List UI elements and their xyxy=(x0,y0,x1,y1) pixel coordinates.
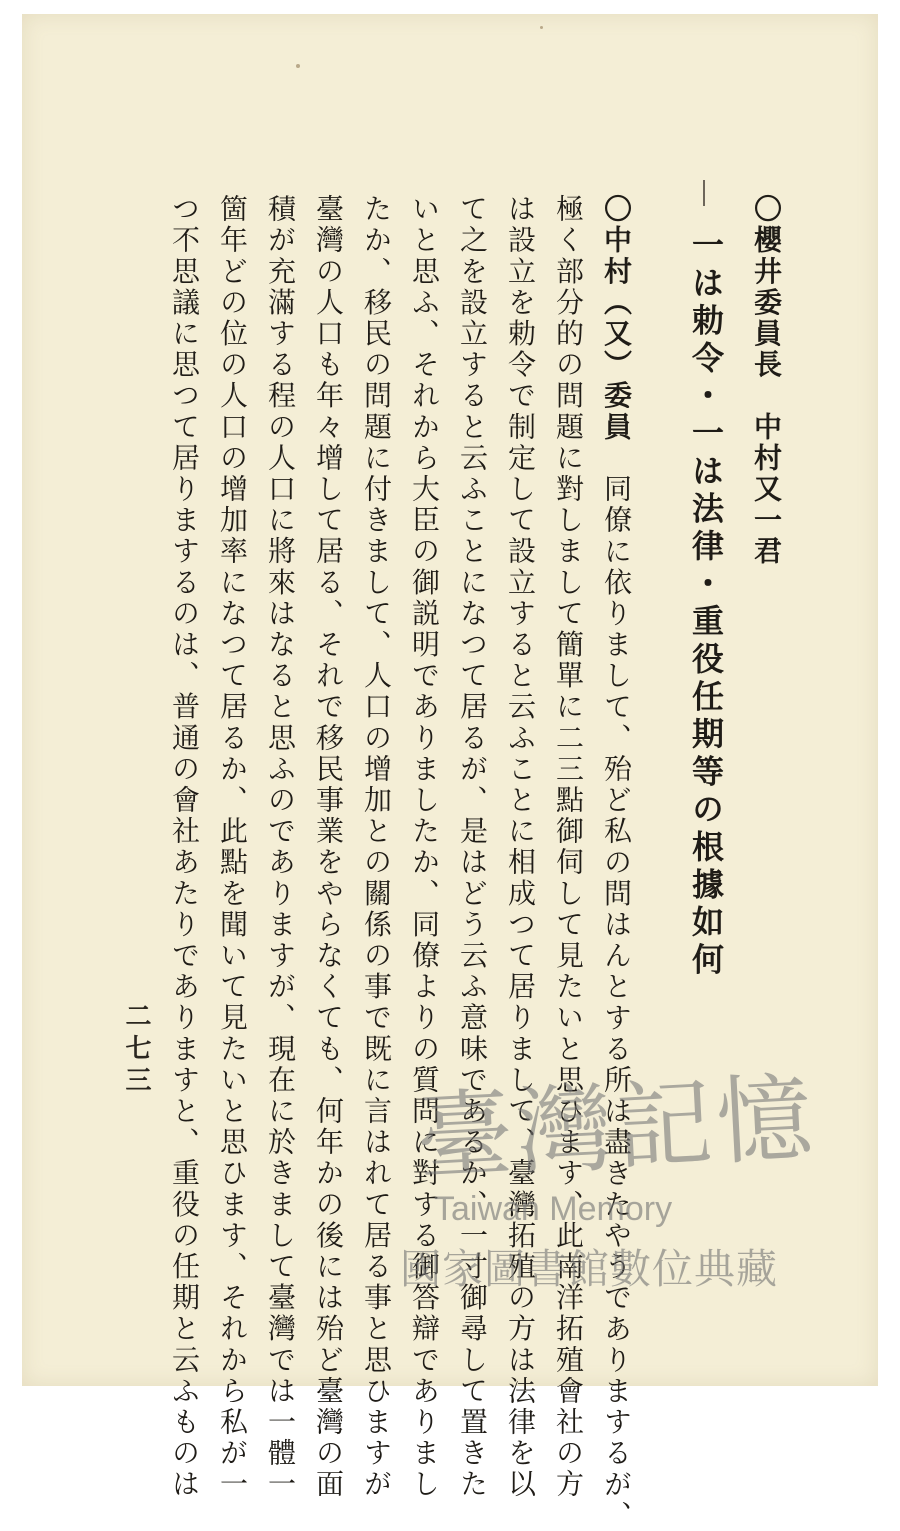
watermark-subtitle: 國家圖書館數位典藏 xyxy=(400,1245,778,1293)
text-column xyxy=(408,194,441,1501)
text-column xyxy=(456,194,489,1501)
column-text: いと思ふ、それから大臣の御説明でありましたか、同僚よりの質問に對する御答辯でありまし xyxy=(408,194,441,1501)
column-text: 箇年どの位の人口の增加率になつて居るか、此點を聞いて見たいと思ひます、それから私が一 xyxy=(216,194,249,1501)
text-column xyxy=(600,194,633,1531)
page-number: 二七三 xyxy=(121,1002,151,1098)
column-text: つ不思議に思つて居りまするのは、普通の會社あたりでありますと、重役の任期と云ふものは xyxy=(168,194,201,1501)
column-text: 同僚に依りまして、殆ど私の問はんとする所は盡きたやうでありまするが、 xyxy=(600,442,633,1531)
text-column xyxy=(504,194,537,1501)
text-column xyxy=(552,194,585,1501)
text-column xyxy=(168,194,201,1501)
watermark-title: 臺灣記憶 xyxy=(413,1061,820,1195)
text-column xyxy=(216,194,249,1501)
section-heading xyxy=(687,228,725,980)
text-column xyxy=(264,194,297,1501)
text-column xyxy=(750,194,783,568)
column-text: 極く部分的の問題に對しまして簡單に二三點御伺して見たいと思ひます、此南洋拓殖會社の方 xyxy=(552,194,585,1501)
speaker-name: 〇中村（又）委員 xyxy=(600,194,633,443)
heading-rule xyxy=(703,180,705,206)
watermark-latin: Taiwan Memory xyxy=(434,1190,673,1228)
paper-spot xyxy=(540,26,543,29)
document-page xyxy=(22,14,878,1531)
heading-text: 一は勅令・一は法律・重役任期等の根據如何 xyxy=(687,228,725,980)
column-text: て之を設立すると云ふことになつて居るが、是はどう云ふ意味であるか、一寸御尋して置きた xyxy=(456,194,489,1501)
column-text: は設立を勅令で制定して設立すると云ふことに相成つて居りまして、臺灣拓殖の方は法律を以 xyxy=(504,194,537,1501)
paper-spot xyxy=(296,64,300,68)
column-text: 積が充滿する程の人口に將來はなると思ふのでありますが、現在に於きまして臺灣では一體一 xyxy=(264,194,297,1501)
column-text: 臺灣の人口も年々增して居る、それで移民事業をやらなくても、何年かの後には殆ど臺灣の面 xyxy=(312,194,345,1501)
text-column xyxy=(360,194,393,1501)
column-text: たか、移民の問題に付きまして、人口の增加との關係の事で既に言はれて居る事と思ひますが xyxy=(360,194,393,1501)
chair-line: 〇櫻井委員長 中村又一君 xyxy=(750,194,783,568)
text-column xyxy=(312,194,345,1501)
